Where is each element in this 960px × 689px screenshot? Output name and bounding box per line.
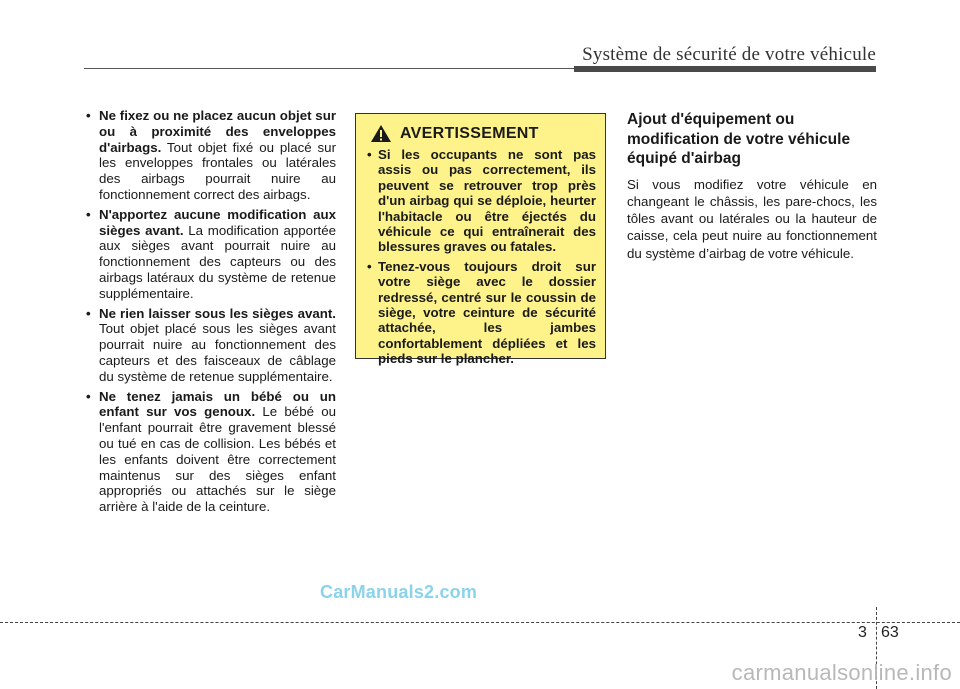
item-bold-lead: Ne fixez ou ne placez aucun objet sur ou à proximité des enveloppes d'airbags. — [99, 108, 336, 155]
warning-box — [355, 113, 606, 367]
item-bold-lead: N'apportez aucune modification aux sièges avant. — [99, 206, 336, 238]
item-text: La modification apportée aux sièges avant pourrait nuire au fonctionnement des capteurs ou des airbags latéraux du système de retenue supplémentaire. — [99, 222, 336, 301]
item-bold-lead: Ne tenez jamais un bébé ou un enfant sur vos genoux. — [99, 388, 336, 420]
item-bold-lead: Ne rien laisser sous les sièges avant. — [99, 305, 336, 321]
section-body: Si vous modifiez votre véhicule en changeant le châssis, les pare-chocs, les tôles avant ou latérales ou la hauteur de caisse, cela peut nuire au fonctionnement du système d’airbag de votre véhicule. — [627, 176, 877, 261]
site-watermark: CarManuals2.com — [320, 582, 478, 602]
warning-title: AVERTISSEMENT — [400, 124, 539, 142]
page-number: 63 — [881, 624, 899, 641]
item-text: Tout objet fixé ou placé sur les enveloppes frontales ou latérales des airbags pourrait nuire au fonctionnement correct des airbags. — [99, 139, 336, 202]
warning-list — [365, 147, 596, 367]
list-item — [84, 389, 336, 515]
item-text: Tout objet placé sous les sièges avant pourrait nuire au fonctionnement des capteurs et des faisceaux de câblage du système de retenue supplémentaire. — [99, 321, 336, 384]
warning-triangle-icon — [370, 124, 392, 143]
section-title: Ajout d'équipement ou modification de votre véhicule équipé d'airbag — [627, 111, 851, 167]
list-item: • Si les occupants ne sont pas assis ou pas correctement, ils peuvent se retrouver trop près d'un airbag qui se déploie, heurter l'habitacle ou être éjectés du véhicule ce qui entraînerait des blessures graves ou fatales. — [365, 147, 596, 255]
list-item — [84, 207, 336, 302]
item-text: Le bébé ou l'enfant pourrait être gravement blessé ou tué en cas de collision. Les bébés et les enfants doivent être correctement maintenus sur des sièges enfant appropriés ou attachés sur le siège arrière à l'aide de la ceinture. — [99, 404, 336, 515]
bottom-watermark: carmanualsonline.info — [731, 660, 952, 685]
chapter-number: 3 — [858, 624, 867, 641]
list-item — [84, 108, 336, 203]
left-column — [84, 108, 336, 519]
header-accent-bar — [574, 66, 876, 72]
list-item — [84, 306, 336, 385]
page-header-title: Système de sécurité de votre véhicule — [582, 44, 876, 65]
warning-header — [370, 124, 596, 143]
right-column — [627, 110, 877, 262]
precaution-list — [84, 108, 336, 515]
list-item: • Tenez-vous toujours droit sur votre siège avec le dossier redressé, centré sur le coussin de siège, votre ceinture de sécurité attachée, les jambes confortablement dépliées et les pieds sur le plancher. — [365, 259, 596, 367]
footer-divider — [0, 622, 960, 623]
